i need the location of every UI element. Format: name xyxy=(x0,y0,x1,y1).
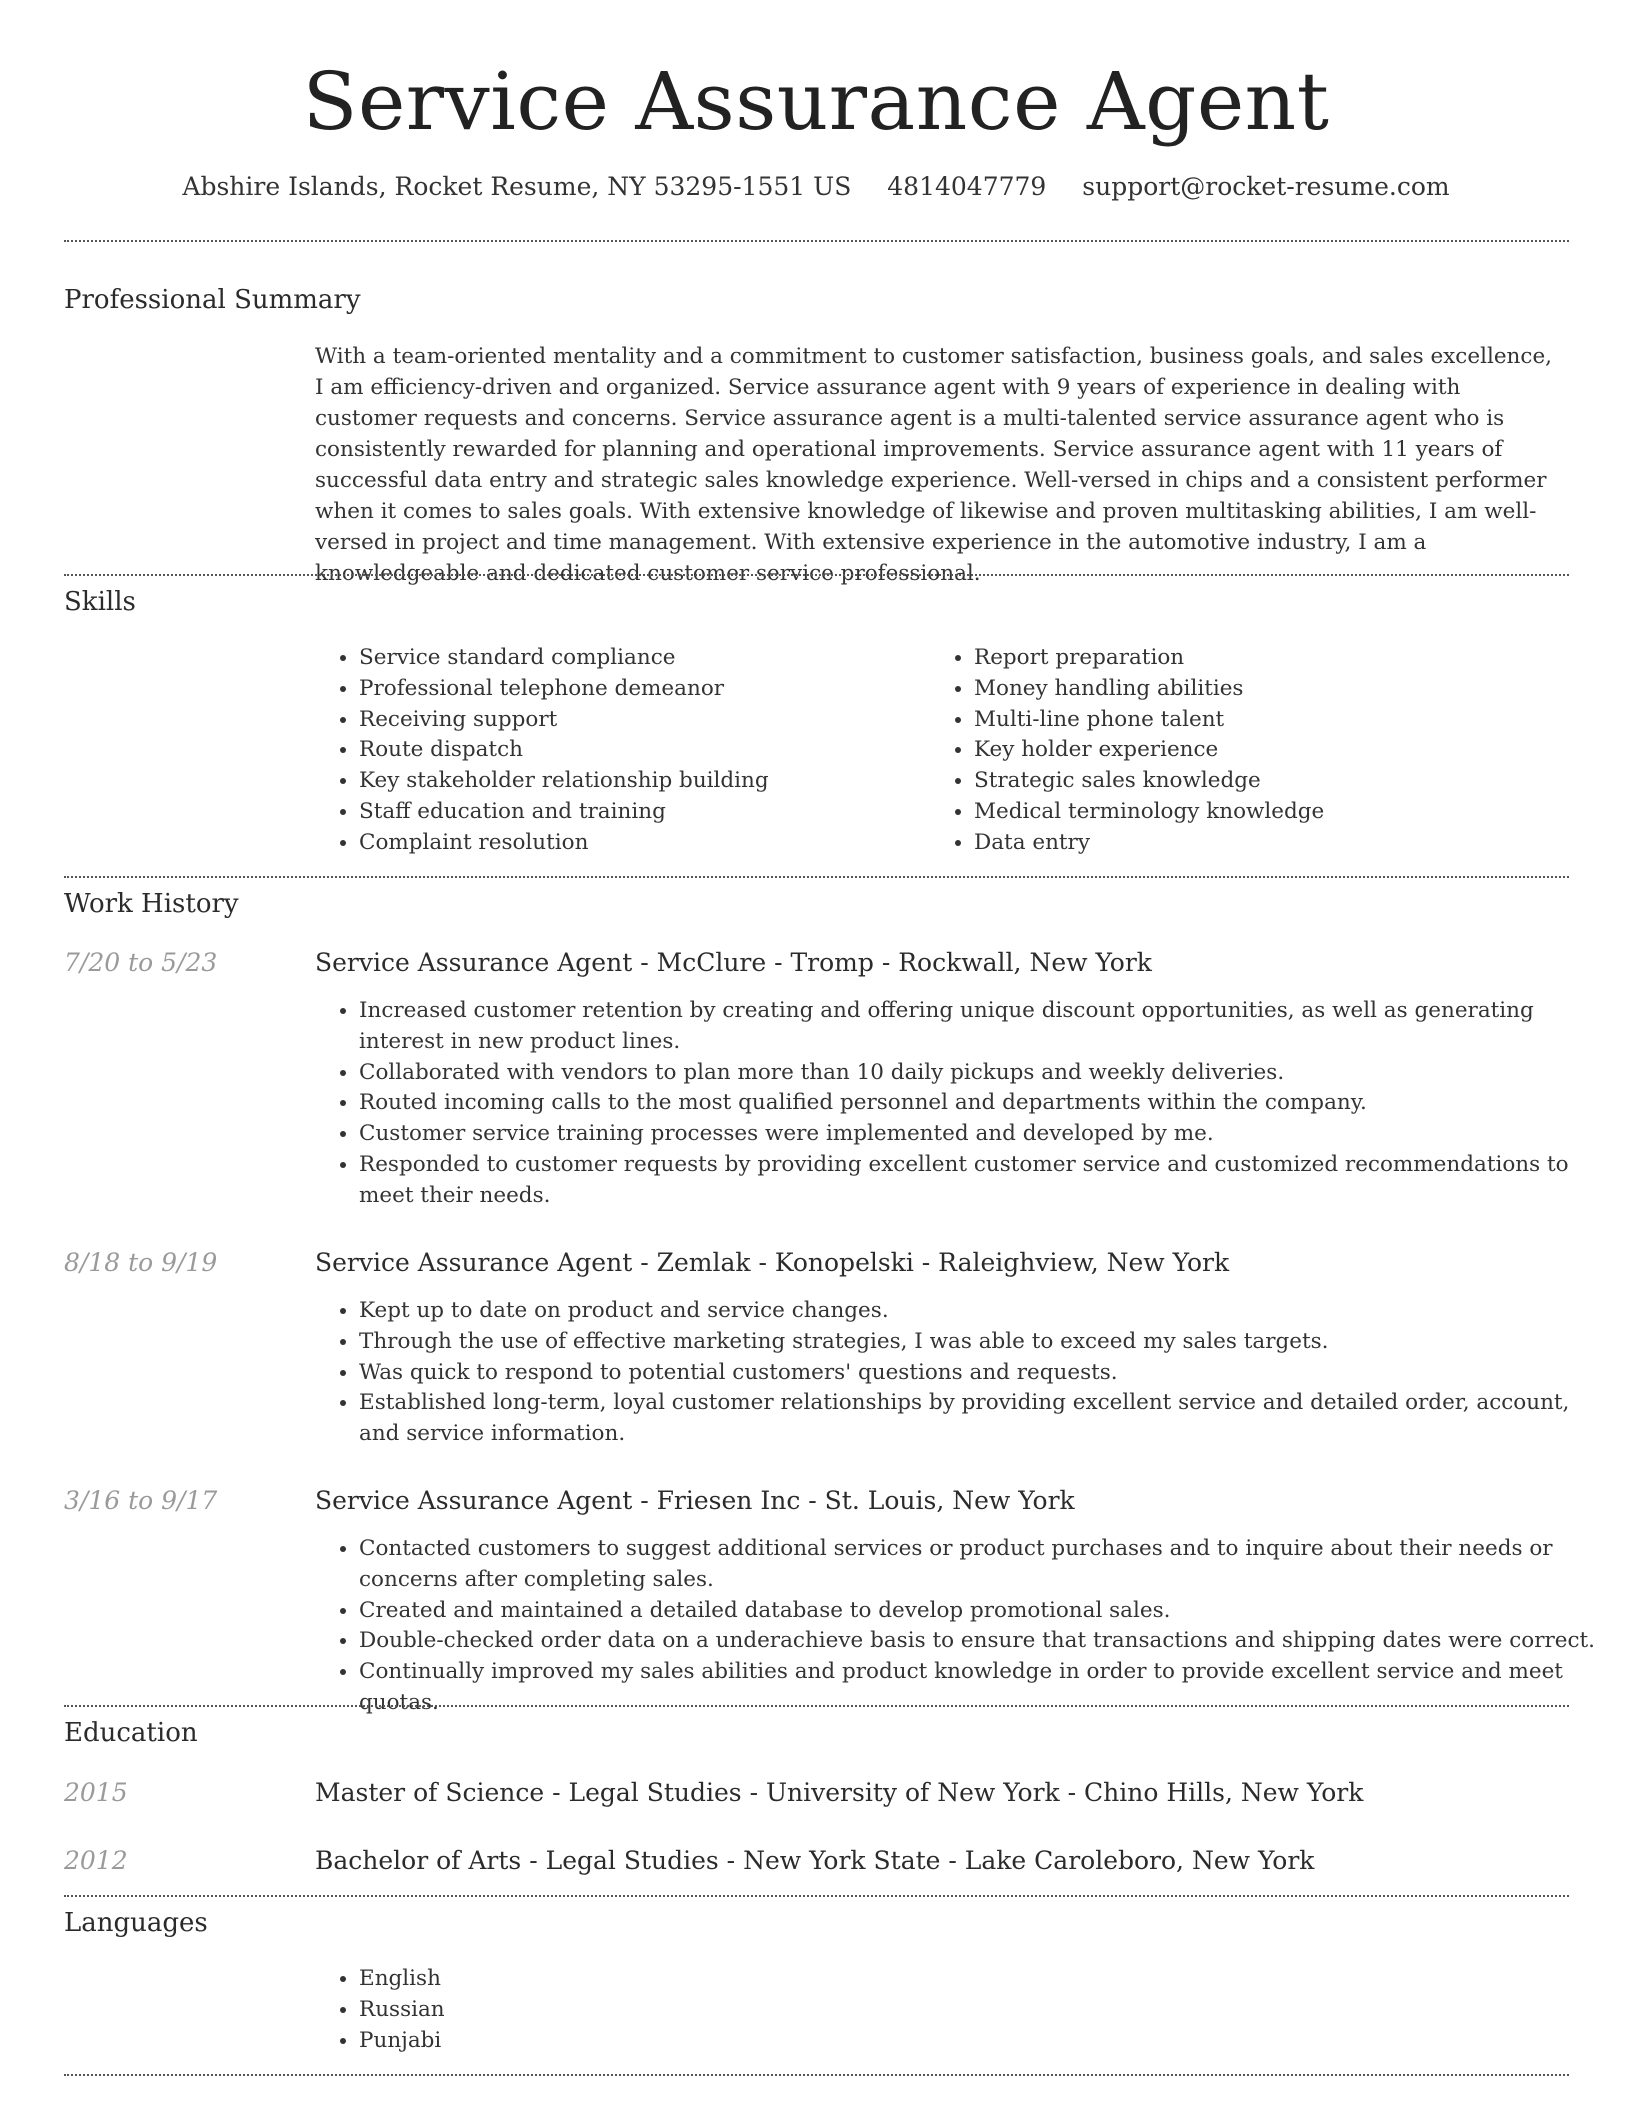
job-dates: 8/18 to 9/19 xyxy=(64,1248,218,1277)
contact-address: Abshire Islands, Rocket Resume, NY 53295-1551 US xyxy=(182,172,852,201)
job-bullet: • Responded to customer requests by providing excellent customer service and customized recommendations to meet their needs. xyxy=(359,1150,1609,1212)
job-bullet: • Created and maintained a detailed database to develop promotional sales. xyxy=(359,1596,1609,1627)
section-divider xyxy=(64,2074,1569,2076)
education-degree: Master of Science - Legal Studies - University of New York - Chino Hills, New York xyxy=(315,1778,1364,1807)
skill-item: • Strategic sales knowledge xyxy=(974,766,1534,797)
language-item: • English xyxy=(359,1964,959,1995)
job-bullets xyxy=(315,996,1609,1212)
contact-line xyxy=(0,168,1632,206)
summary-heading: Professional Summary xyxy=(64,285,361,315)
skills-list-right xyxy=(930,643,1534,859)
job-bullet: • Routed incoming calls to the most qualified personnel and departments within the company. xyxy=(359,1088,1609,1119)
job-bullet: • Kept up to date on product and service changes. xyxy=(359,1296,1609,1327)
skill-item: • Medical terminology knowledge xyxy=(974,797,1534,828)
skill-item: • Data entry xyxy=(974,828,1534,859)
job-bullet: • Established long-term, loyal customer relationships by providing excellent service and detailed order, account, and service information. xyxy=(359,1388,1609,1450)
education-year: 2015 xyxy=(64,1778,128,1807)
job-bullet: • Customer service training processes were implemented and developed by me. xyxy=(359,1119,1609,1150)
skill-item: • Money handling abilities xyxy=(974,674,1534,705)
contact-phone: 4814047779 xyxy=(887,172,1047,201)
language-item: • Russian xyxy=(359,1995,959,2026)
job-bullet: • Increased customer retention by creating and offering unique discount opportunities, as well as generating interest in new product lines. xyxy=(359,996,1609,1058)
section-divider xyxy=(64,1705,1569,1707)
skill-item: • Key holder experience xyxy=(974,735,1534,766)
skill-item: • Complaint resolution xyxy=(359,828,919,859)
job-title: Service Assurance Agent - Zemlak - Konopelski - Raleighview, New York xyxy=(315,1248,1230,1277)
job-bullet: • Double-checked order data on a underachieve basis to ensure that transactions and shipping dates were correct. xyxy=(359,1626,1609,1657)
skill-item: • Receiving support xyxy=(359,705,919,736)
language-item: • Punjabi xyxy=(359,2026,959,2057)
skill-item: • Route dispatch xyxy=(359,735,919,766)
section-divider xyxy=(64,574,1569,576)
education-degree: Bachelor of Arts - Legal Studies - New York State - Lake Caroleboro, New York xyxy=(315,1846,1315,1875)
education-heading: Education xyxy=(64,1718,198,1748)
job-bullet: • Contacted customers to suggest additional services or product purchases and to inquire about their needs or concerns after completing sales. xyxy=(359,1534,1609,1596)
education-year: 2012 xyxy=(64,1846,128,1875)
skills-heading: Skills xyxy=(64,587,136,617)
languages-list xyxy=(315,1964,959,2056)
job-bullet: • Continually improved my sales abilities and product knowledge in order to provide excellent service and meet quotas. xyxy=(359,1657,1609,1719)
resume-title: Service Assurance Agent xyxy=(302,55,1330,148)
job-title: Service Assurance Agent - McClure - Tromp - Rockwall, New York xyxy=(315,948,1152,977)
job-bullets xyxy=(315,1534,1609,1719)
skill-item: • Professional telephone demeanor xyxy=(359,674,919,705)
skill-item: • Staff education and training xyxy=(359,797,919,828)
skill-item: • Multi-line phone talent xyxy=(974,705,1534,736)
job-bullets xyxy=(315,1296,1609,1450)
section-divider xyxy=(64,240,1569,242)
job-bullet: • Collaborated with vendors to plan more than 10 daily pickups and weekly deliveries. xyxy=(359,1058,1609,1089)
job-dates: 3/16 to 9/17 xyxy=(64,1486,218,1515)
skill-item: • Report preparation xyxy=(974,643,1534,674)
job-bullet: • Was quick to respond to potential customers' questions and requests. xyxy=(359,1358,1609,1389)
skill-item: • Key stakeholder relationship building xyxy=(359,766,919,797)
section-divider xyxy=(64,876,1569,878)
job-title: Service Assurance Agent - Friesen Inc - St. Louis, New York xyxy=(315,1486,1075,1515)
skills-list-left xyxy=(315,643,919,859)
job-bullet: • Through the use of effective marketing strategies, I was able to exceed my sales targets. xyxy=(359,1327,1609,1358)
skill-item: • Service standard compliance xyxy=(359,643,919,674)
section-divider xyxy=(64,1895,1569,1897)
summary-text: With a team-oriented mentality and a commitment to customer satisfaction, business goals, and sales excellence, I am efficiency-driven and organized. Service assurance agent with 9 years of experience in dealing with customer requests and concerns. Service assurance agent is a multi-talented service assurance agent who is consistently rewarded for planning and operational improvements. Service assurance agent with 11 years of successful data entry and strategic sales knowledge experience. Well-versed in chips and a consistent performer when it comes to sales goals. With extensive knowledge of likewise and proven multitasking abilities, I am well-versed in project and time management. With extensive experience in the automotive industry, I am a knowledgeable and dedicated customer service professional. xyxy=(315,344,1552,586)
languages-heading: Languages xyxy=(64,1908,208,1938)
contact-email: support@rocket-resume.com xyxy=(1082,172,1450,201)
job-dates: 7/20 to 5/23 xyxy=(64,948,218,977)
work-heading: Work History xyxy=(64,889,239,919)
